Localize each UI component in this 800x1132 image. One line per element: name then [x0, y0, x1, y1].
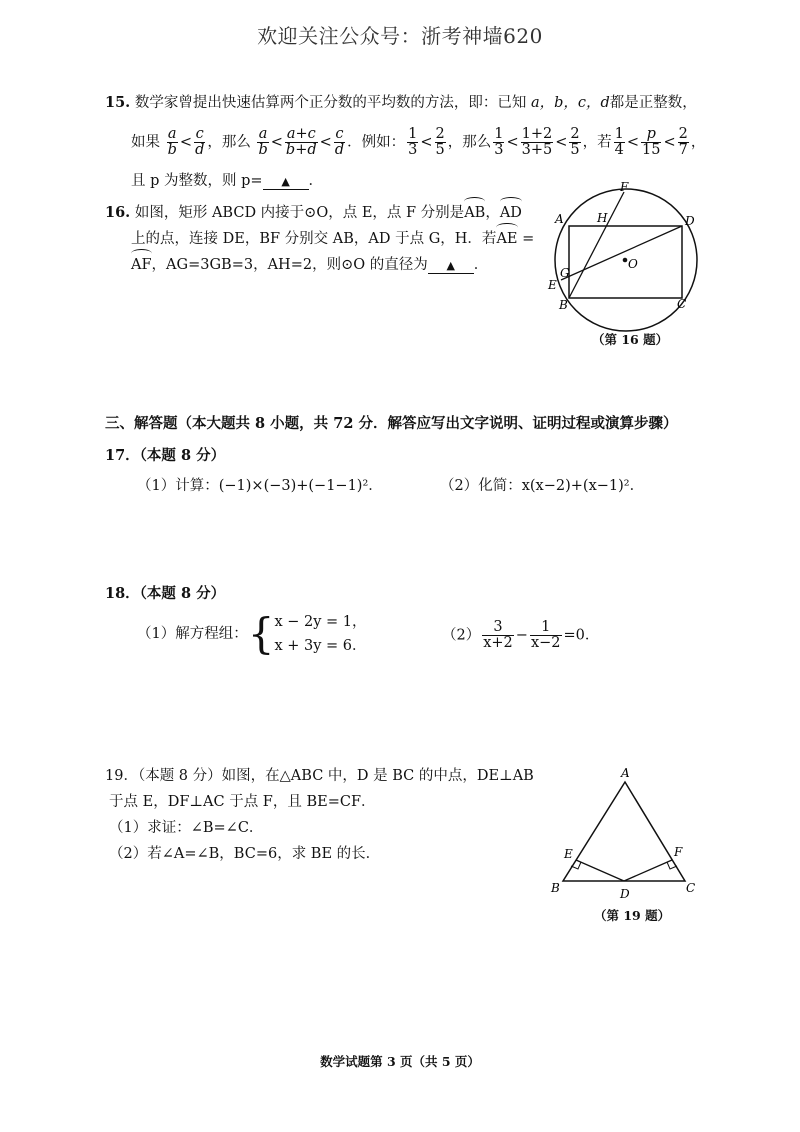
- q16-end: ．: [473, 257, 489, 273]
- q16-line1: 如图，矩形 ABCD 内接于⊙O，点 E，点 F 分别是: [134, 205, 465, 221]
- fraction: $\frac{2}{5}$: [435, 126, 445, 158]
- brace-icon: {: [247, 609, 275, 658]
- label-g: G: [560, 266, 570, 280]
- fraction-numerator: 3: [482, 620, 514, 636]
- figure-16-caption: （第 16 题）: [592, 332, 669, 347]
- fraction: $\frac{1+2}{3+5}$: [521, 126, 553, 158]
- q19-line4: （2）若∠A=∠B，BC=6，求 BE 的长．: [109, 846, 381, 862]
- question-19: [105, 763, 534, 867]
- q15-end: ．: [308, 173, 324, 189]
- question-18: [105, 584, 600, 666]
- answer-blank: ▲: [263, 175, 309, 190]
- fraction-numerator: 1: [530, 620, 562, 636]
- arc-ae: AE: [496, 226, 517, 249]
- q15-line3: 且 p 为整数，则 p=: [131, 173, 263, 189]
- q15-then2: ，那么: [447, 134, 492, 151]
- q15-if2: ，若: [582, 134, 612, 151]
- q16-eq: =: [517, 231, 535, 247]
- fraction: $\frac{a+c}{b+d}$: [285, 126, 317, 158]
- q19-line2: 于点 E，DF⊥AC 于点 F，且 BE=CF．: [109, 794, 376, 810]
- label-f: F: [674, 845, 683, 859]
- page-footer: 数学试题第 3 页（共 5 页）: [320, 1054, 480, 1069]
- fraction: [482, 620, 514, 651]
- q19-line3: （1）求证：∠B=∠C．: [109, 820, 264, 836]
- fraction: $\frac{1}{3}$: [408, 126, 418, 158]
- header-banner: 欢迎关注公众号：浙考神墙620: [257, 24, 543, 48]
- question-number: 16.: [105, 204, 131, 221]
- q18-part2-label: （2）: [442, 627, 481, 644]
- question-16: [105, 200, 534, 278]
- label-o: O: [628, 257, 638, 271]
- equation-system: [274, 610, 366, 658]
- fraction: $\frac{c}{d}$: [334, 126, 345, 158]
- fraction: $\frac{c}{d}$: [195, 126, 205, 158]
- label-d: D: [620, 887, 630, 901]
- q15-example: ．例如：: [347, 134, 406, 151]
- equation-tail: =0．: [563, 627, 600, 644]
- q18-head: 18．（本题 8 分）: [105, 585, 226, 602]
- q15-formula-line: 如果 $\frac{a}{b}$ < $\frac{c}{d}$ ，那么 $\frac{a}{b}$ < $\frac{a+c}{b+d}$ < $\frac{c}{d}$ ．例如： $\frac{1}{3}$ < $\frac{2}{5}$ ，那么 $\frac{1}{3}$ < $\frac{1+2}{3+5}$ < $\frac{2}{5}$ ，若 $\frac{1}{4}$ < $\frac{p}{15}$ < $\frac{2}{7}$ ，: [131, 126, 706, 158]
- fraction: $\frac{1}{4}$: [614, 126, 624, 158]
- q19-line1: 19．（本题 8 分）如图，在△ABC 中，D 是 BC 的中点，DE⊥AB: [105, 768, 534, 784]
- q18-part1: （1）解方程组：: [137, 626, 248, 642]
- arc-ad: AD: [500, 200, 522, 223]
- label-b: B: [551, 881, 560, 895]
- label-b: B: [559, 298, 568, 312]
- q17-head: 17．（本题 8 分）: [105, 447, 226, 464]
- q16-line2: 上的点，连接 DE，BF 分别交 AB，AD 于点 G，H．若: [131, 231, 497, 247]
- minus-sign: −: [515, 627, 528, 644]
- question-17: [105, 446, 645, 498]
- question-number: 15.: [105, 94, 131, 111]
- fraction-denominator: x−2: [530, 635, 561, 651]
- fraction: $\frac{2}{7}$: [678, 126, 688, 158]
- fraction: [530, 620, 562, 651]
- label-f: F: [620, 180, 629, 194]
- q15-vars: a，b，c，d: [530, 95, 610, 111]
- figure-16-circle-rectangle: [540, 178, 715, 338]
- q15-then: ，那么: [207, 134, 251, 151]
- fraction: $\frac{1}{3}$: [494, 126, 504, 158]
- equation-2: x + 3y = 6．: [274, 638, 367, 654]
- label-c: C: [677, 297, 687, 311]
- q18-part2: [442, 620, 599, 651]
- q17-part2: （2）化简：x(x−2)+(x−1)²．: [440, 478, 645, 494]
- fraction: $\frac{a}{b}$: [167, 126, 177, 158]
- equation-1: x − 2y = 1，: [274, 614, 367, 630]
- label-d: D: [685, 214, 695, 228]
- q15-if: 如果: [131, 134, 160, 151]
- q16-sep: ，: [485, 205, 500, 221]
- arc-af: AF: [131, 252, 152, 275]
- label-c: C: [686, 881, 696, 895]
- q16-line3: ，AG=3GB=3，AH=2，则⊙O 的直径为: [151, 257, 428, 273]
- label-a: A: [555, 212, 564, 226]
- label-e: E: [564, 847, 573, 861]
- q15-line1-end: 都是正整数，: [609, 95, 697, 111]
- q15-line1: 数学家曾提出快速估算两个正分数的平均数的方法，即：已知: [134, 95, 527, 111]
- section-3-title: 三、解答题（本大题共 8 小题，共 72 分．解答应写出文字说明、证明过程或演算步骤）: [105, 415, 678, 432]
- q17-part1: （1）计算：(−1)×(−3)+(−1−1)²．: [137, 478, 383, 494]
- label-a: A: [621, 766, 630, 780]
- answer-blank: ▲: [428, 259, 474, 274]
- fraction: $\frac{p}{15}$: [642, 126, 661, 158]
- label-h: H: [597, 211, 608, 225]
- fraction-denominator: x+2: [483, 635, 513, 651]
- figure-19-triangle: [543, 764, 703, 904]
- label-e: E: [548, 278, 557, 292]
- fraction: $\frac{2}{5}$: [570, 126, 580, 158]
- figure-19-caption: （第 19 题）: [594, 908, 671, 923]
- arc-ab: AB: [464, 200, 485, 223]
- fraction: $\frac{a}{b}$: [258, 126, 268, 158]
